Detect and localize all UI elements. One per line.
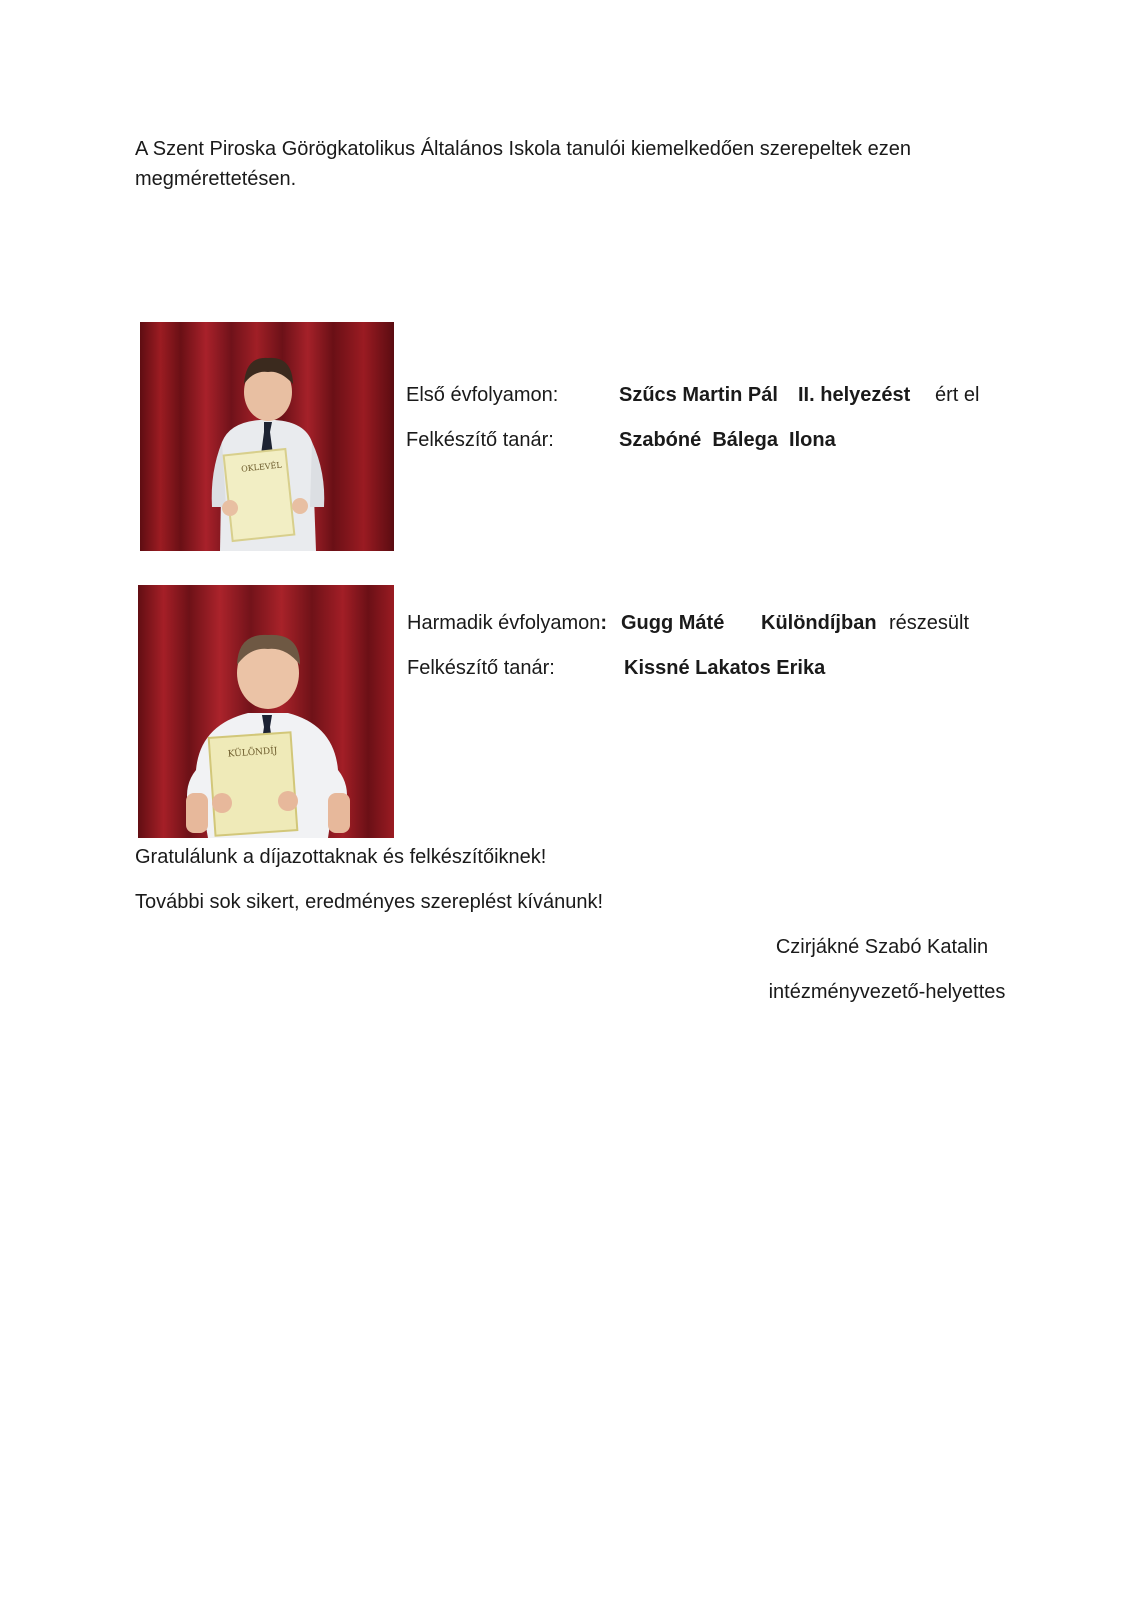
teacher-name-2: Kissné Lakatos Erika bbox=[624, 657, 826, 679]
result-verb-1: ért el bbox=[935, 384, 980, 406]
student-photo-1 bbox=[140, 322, 394, 551]
congratulations-line: Gratulálunk a díjazottaknak és felkészítőiknek! bbox=[135, 846, 547, 868]
grade-label-2-text: Harmadik évfolyamon bbox=[407, 612, 601, 634]
result-2: Különdíjban bbox=[761, 612, 877, 634]
student-name-1: Szűcs Martin Pál bbox=[619, 384, 778, 406]
teacher-label-2: Felkészítő tanár: bbox=[407, 657, 555, 679]
signature-title: intézményvezető-helyettes bbox=[768, 981, 1006, 1003]
certificate-title-1: OKLEVÉL bbox=[240, 460, 283, 474]
student-photo-2 bbox=[138, 585, 394, 838]
result-1: II. helyezést bbox=[798, 384, 911, 406]
wishes-line: További sok sikert, eredményes szereplést kívánunk! bbox=[135, 891, 603, 913]
teacher-name-1: Szabóné Bálega Ilona bbox=[619, 429, 836, 451]
teacher-label-1: Felkészítő tanár: bbox=[406, 429, 554, 451]
student-name-2: Gugg Máté bbox=[621, 612, 725, 634]
result-verb-2: részesült bbox=[889, 612, 970, 634]
intro-paragraph: A Szent Piroska Görögkatolikus Általános Iskola tanulói kiemelkedően szerepeltek ezen megmérettetésen. bbox=[135, 138, 911, 190]
grade-label-2 bbox=[407, 612, 607, 635]
signature-name: Czirjákné Szabó Katalin bbox=[775, 936, 989, 958]
grade-label-1: Első évfolyamon: bbox=[406, 384, 559, 406]
grade-label-2-colon: : bbox=[600, 612, 608, 634]
certificate-title-2: KÜLÖNDÍJ bbox=[227, 746, 278, 760]
